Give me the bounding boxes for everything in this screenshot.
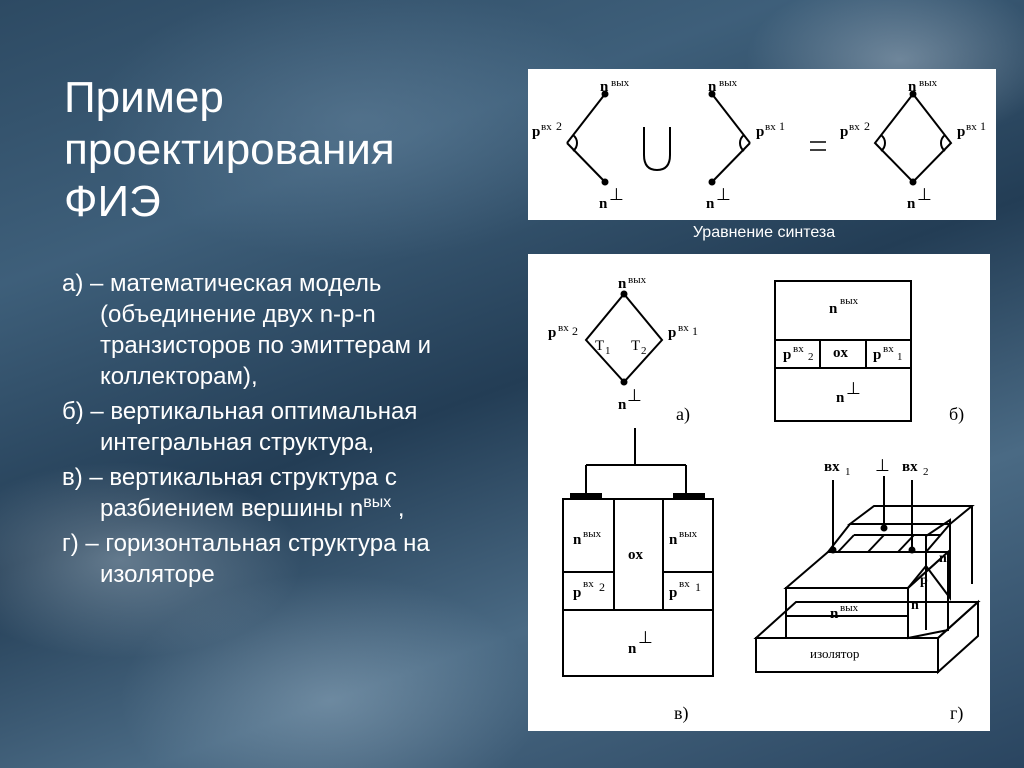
contact-dot [830,547,837,554]
structures-figure [528,254,990,731]
slide-title [64,72,484,228]
label-sup-vyh: вых [840,602,859,614]
label-sup-vyh: вых [611,77,630,89]
label-sup-vyh: вых [583,528,602,540]
label-p: p [783,347,792,363]
label-sup-vyh: вых [719,77,738,89]
list-item-v [62,462,512,524]
label-n: n [830,606,839,622]
label-sub-1: 1 [779,119,785,133]
title-line-3: ФИЭ [64,177,161,226]
label-p: p [548,325,557,341]
label-sub-1: 1 [897,351,903,363]
label-sup-vh: вх [558,322,569,334]
label-sup-vyh: вых [628,274,647,286]
label-a: а) [676,404,690,424]
label-n: n [911,598,919,613]
label-T1: T [595,338,605,354]
label-vh2: вх [902,459,918,475]
ground-symbol: ⊥ [846,379,861,398]
label-sup-vh: вх [849,121,860,133]
label-p: p [573,585,582,601]
list-item-b: б) – вертикальная оптимальная интегральная структура, [62,398,418,456]
label-sub-2: 2 [599,580,605,594]
label-n: n [829,301,838,317]
label-p: p [957,124,966,140]
label-n: n [628,641,637,657]
label-v: в) [674,703,689,723]
label-sub-2: 2 [864,119,870,133]
label-sup-vh: вх [678,322,689,334]
contact-pad [673,493,705,500]
label-sup-vh: вх [679,578,690,590]
label-p: p [920,573,928,588]
contact-dot [909,547,916,554]
label-n: n [908,79,917,95]
label-sub-1: 1 [845,466,851,478]
title-line-1: Пример [64,73,224,122]
label-sub-1: 1 [605,345,611,357]
bullet-list [62,268,512,594]
label-sub-1: 1 [980,119,986,133]
label-sup-vh: вх [966,121,977,133]
label-n: n [669,532,678,548]
label-sup-vh: вх [765,121,776,133]
label-sub-1: 1 [695,580,701,594]
label-n: n [708,79,717,95]
label-sup-vh: вх [793,343,804,355]
label-n: n [939,551,947,566]
label-g: г) [950,703,964,723]
label-n: n [618,397,627,413]
label-vh1: вх [824,459,840,475]
label-p: p [532,124,541,140]
ground-symbol: ⊥ [638,628,653,647]
label-b: б) [949,404,965,424]
label-sub-1: 1 [692,324,698,338]
label-p: p [668,325,677,341]
figure-caption: Уравнение синтеза [692,224,836,241]
label-p: p [840,124,849,140]
label-insulator: изолятор [810,646,860,661]
list-item-v-text: в) – вертикальная структура с разбиением вершины n [62,464,397,522]
label-n: n [907,196,916,212]
label-sub-2: 2 [556,119,562,133]
list-item-v-tail: , [391,495,405,522]
label-sup-vyh: вых [919,77,938,89]
node-dot [621,379,628,386]
list-item-g: г) – горизонтальная структура на изоляторе [62,530,430,588]
ground-symbol: ⊥ [917,185,932,204]
label-sub-2: 2 [808,351,814,363]
label-p: p [756,124,765,140]
node-dot [709,179,716,186]
label-sup-vh: вх [883,343,894,355]
synthesis-equation-svg [528,69,996,220]
label-ox: ox [833,345,848,361]
label-ox: ox [628,547,643,563]
list-item-v-sup: вых [363,494,392,511]
ground-symbol: ⊥ [875,456,890,475]
node-dot [910,179,917,186]
label-sub-2: 2 [572,324,578,338]
label-sub-2: 2 [641,345,647,357]
synthesis-equation-figure [528,69,996,220]
label-n: n [573,532,582,548]
label-p: p [873,347,882,363]
list-item-a: а) – математическая модель (объединение двух n-p-n транзисторов по эмиттерам и коллекторам), [62,270,432,390]
label-n: n [599,196,608,212]
label-p: p [669,585,678,601]
structures-svg [528,254,990,731]
label-sup-vyh: вых [679,528,698,540]
label-n: n [706,196,715,212]
label-sub-2: 2 [923,466,929,478]
label-sup-vh: вх [583,578,594,590]
label-n: n [600,79,609,95]
node-dot [602,179,609,186]
ground-symbol: ⊥ [627,386,642,405]
label-sup-vyh: вых [840,295,859,307]
title-line-2: проектирования [64,125,395,174]
ground-symbol: ⊥ [716,185,731,204]
label-n: n [618,276,627,292]
label-sup-vh: вх [541,121,552,133]
ground-symbol: ⊥ [609,185,624,204]
label-n: n [836,390,845,406]
contact-pad [570,493,602,500]
label-T2: T [631,338,641,354]
contact-dot [881,525,888,532]
